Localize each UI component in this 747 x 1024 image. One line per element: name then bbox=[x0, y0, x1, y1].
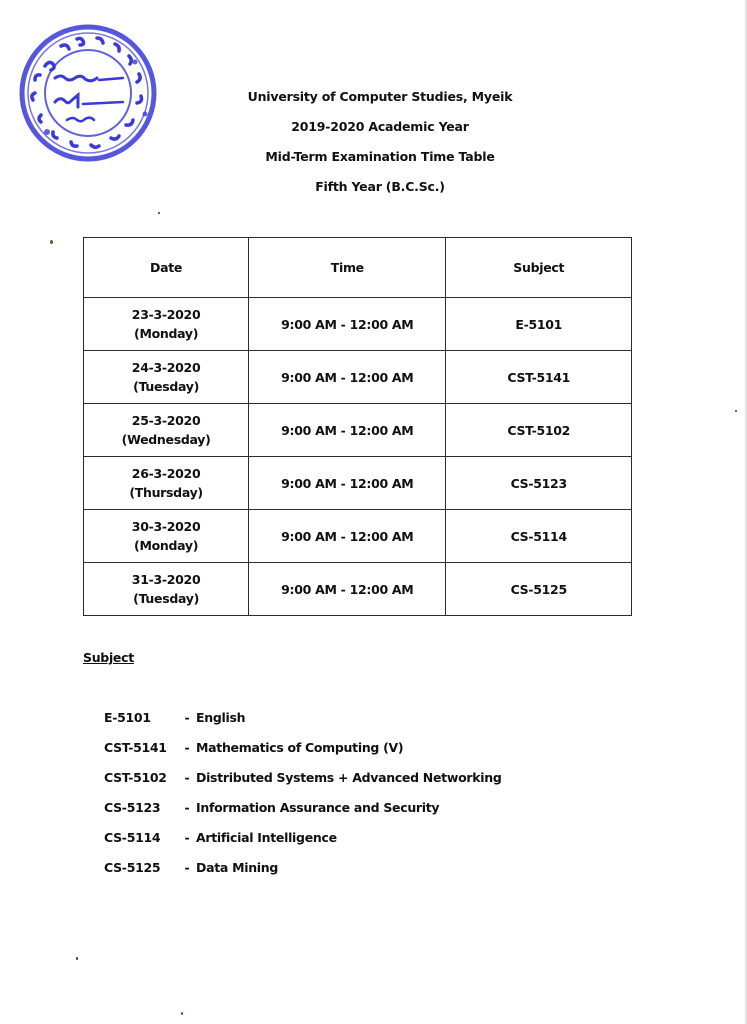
subject-name: Mathematics of Computing (V) bbox=[196, 740, 404, 755]
document-header bbox=[200, 84, 560, 204]
day-text: (Wednesday) bbox=[121, 432, 211, 447]
time-cell: 9:00 AM - 12:00 AM bbox=[249, 510, 446, 563]
academic-year: 2019-2020 Academic Year bbox=[291, 119, 469, 134]
subject-cell: CST-5141 bbox=[446, 351, 632, 404]
column-header-subject: Subject bbox=[446, 238, 632, 298]
date-text: 26-3-2020 bbox=[131, 466, 201, 481]
list-item bbox=[104, 740, 403, 755]
time-cell: 9:00 AM - 12:00 AM bbox=[249, 457, 446, 510]
subject-cell: CS-5114 bbox=[446, 510, 632, 563]
table-row bbox=[84, 351, 632, 404]
separator-dash: - bbox=[184, 800, 190, 815]
time-cell: 9:00 AM - 12:00 AM bbox=[249, 298, 446, 351]
time-cell: 9:00 AM - 12:00 AM bbox=[249, 404, 446, 457]
separator-dash: - bbox=[184, 740, 190, 755]
exam-title: Mid-Term Examination Time Table bbox=[265, 149, 495, 164]
year-level: Fifth Year (B.C.Sc.) bbox=[315, 179, 445, 194]
date-cell bbox=[84, 351, 249, 404]
date-cell bbox=[84, 457, 249, 510]
date-cell bbox=[84, 298, 249, 351]
university-name: University of Computer Studies, Myeik bbox=[247, 89, 513, 104]
scan-speck bbox=[76, 957, 78, 960]
table-row bbox=[84, 457, 632, 510]
date-text: 24-3-2020 bbox=[131, 360, 201, 375]
separator-dash: - bbox=[184, 770, 190, 785]
day-text: (Tuesday) bbox=[133, 379, 199, 394]
subject-code: CS-5114 bbox=[104, 830, 161, 845]
table-row bbox=[84, 510, 632, 563]
date-text: 25-3-2020 bbox=[131, 413, 201, 428]
scan-speck bbox=[181, 1012, 183, 1015]
subject-legend-heading: Subject bbox=[83, 650, 134, 665]
time-cell: 9:00 AM - 12:00 AM bbox=[249, 351, 446, 404]
subject-code: E-5101 bbox=[104, 710, 151, 725]
day-text: (Monday) bbox=[134, 326, 199, 341]
date-text: 31-3-2020 bbox=[131, 572, 201, 587]
time-cell: 9:00 AM - 12:00 AM bbox=[249, 563, 446, 616]
list-item bbox=[104, 800, 439, 815]
date-text: 30-3-2020 bbox=[131, 519, 201, 534]
column-header-date: Date bbox=[84, 238, 249, 298]
table-row bbox=[84, 404, 632, 457]
subject-cell: CS-5125 bbox=[446, 563, 632, 616]
column-header-time: Time bbox=[249, 238, 446, 298]
subject-code: CS-5123 bbox=[104, 800, 161, 815]
subject-name: Data Mining bbox=[196, 860, 279, 875]
date-cell bbox=[84, 510, 249, 563]
scan-speck bbox=[50, 240, 53, 244]
list-item bbox=[104, 770, 501, 785]
scan-speck bbox=[158, 212, 160, 214]
exam-timetable bbox=[83, 237, 632, 616]
list-item bbox=[104, 830, 337, 845]
subject-cell: CST-5102 bbox=[446, 404, 632, 457]
list-item bbox=[104, 860, 278, 875]
subject-name: Information Assurance and Security bbox=[196, 800, 440, 815]
table-header-row bbox=[84, 238, 632, 298]
table-row bbox=[84, 563, 632, 616]
day-text: (Tuesday) bbox=[133, 591, 199, 606]
subject-cell: CS-5123 bbox=[446, 457, 632, 510]
official-seal-icon bbox=[17, 22, 159, 164]
subject-code: CS-5125 bbox=[104, 860, 161, 875]
date-cell bbox=[84, 563, 249, 616]
subject-name: English bbox=[196, 710, 246, 725]
subject-name: Distributed Systems + Advanced Networking bbox=[196, 770, 502, 785]
subject-cell: E-5101 bbox=[446, 298, 632, 351]
day-text: (Thursday) bbox=[129, 485, 203, 500]
day-text: (Monday) bbox=[134, 538, 199, 553]
subject-code: CST-5102 bbox=[104, 770, 167, 785]
date-text: 23-3-2020 bbox=[131, 307, 201, 322]
separator-dash: - bbox=[184, 710, 190, 725]
separator-dash: - bbox=[184, 860, 190, 875]
separator-dash: - bbox=[184, 830, 190, 845]
subject-name: Artificial Intelligence bbox=[196, 830, 337, 845]
table-row bbox=[84, 298, 632, 351]
scan-speck bbox=[735, 410, 737, 412]
subject-code: CST-5141 bbox=[104, 740, 167, 755]
date-cell bbox=[84, 404, 249, 457]
list-item bbox=[104, 710, 245, 725]
